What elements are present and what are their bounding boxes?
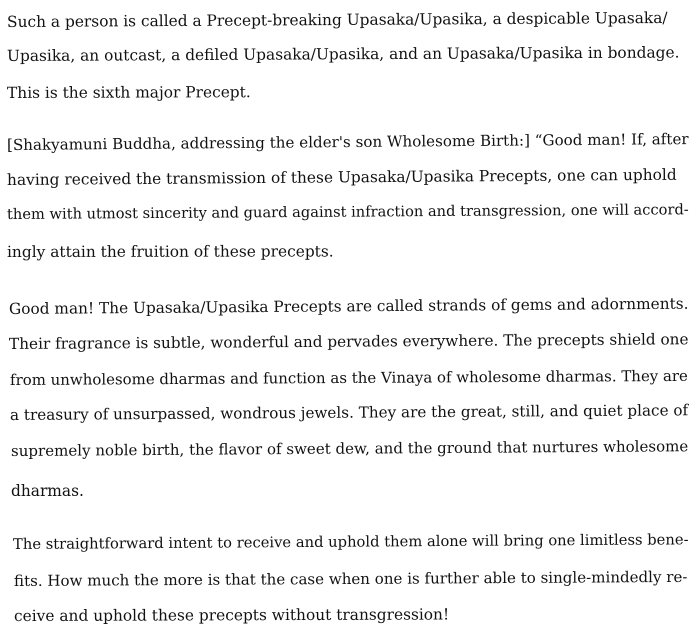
text-line: supremely noble birth, the flavor of sweet dew, and the ground that nurtures wholesome: [10, 437, 689, 460]
text-line: from unwholesome dharmas and function as the Vinaya of wholesome dharmas. They are: [9, 366, 688, 389]
text-line: The straightforward intent to receive and uphold them alone will bring one limitless bene-: [12, 531, 689, 553]
text-line: Their fragrance is subtle, wonderful and pervades everywhere. The precepts shield one: [8, 330, 689, 353]
text-line: having received the transmission of these Upasaka/Upasika Precepts, one can uphold: [6, 165, 677, 189]
text-line: dharmas.: [11, 482, 84, 500]
text-line: [Shakyamuni Buddha, addressing the elder's son Wholesome Birth:] “Good man! If, after: [6, 130, 689, 154]
text-line: a treasury of unsurpassed, wondrous jewels. They are the great, still, and quiet place of: [9, 401, 689, 424]
text-line: Upasika, an outcast, a defiled Upasaka/Upasika, and an Upasaka/Upasika in bondage.: [6, 43, 680, 65]
text-line: ingly attain the fruition of these precepts.: [6, 242, 334, 261]
text-line: ceive and uphold these precepts without transgression!: [13, 605, 450, 625]
text-line: Good man! The Upasaka/Upasika Precepts are called strands of gems and adornments.: [8, 294, 689, 318]
text-line: This is the sixth major Precept.: [6, 83, 251, 102]
text-line: Such a person is called a Precept-breaking Upasaka/Upasika, a despicable Upasaka/: [6, 8, 668, 31]
text-line: fits. How much the more is that the case when one is further able to single-mindedly re-: [13, 567, 688, 590]
text-line: them with utmost sincerity and guard against infraction and transgression, one will accord-: [6, 201, 689, 223]
